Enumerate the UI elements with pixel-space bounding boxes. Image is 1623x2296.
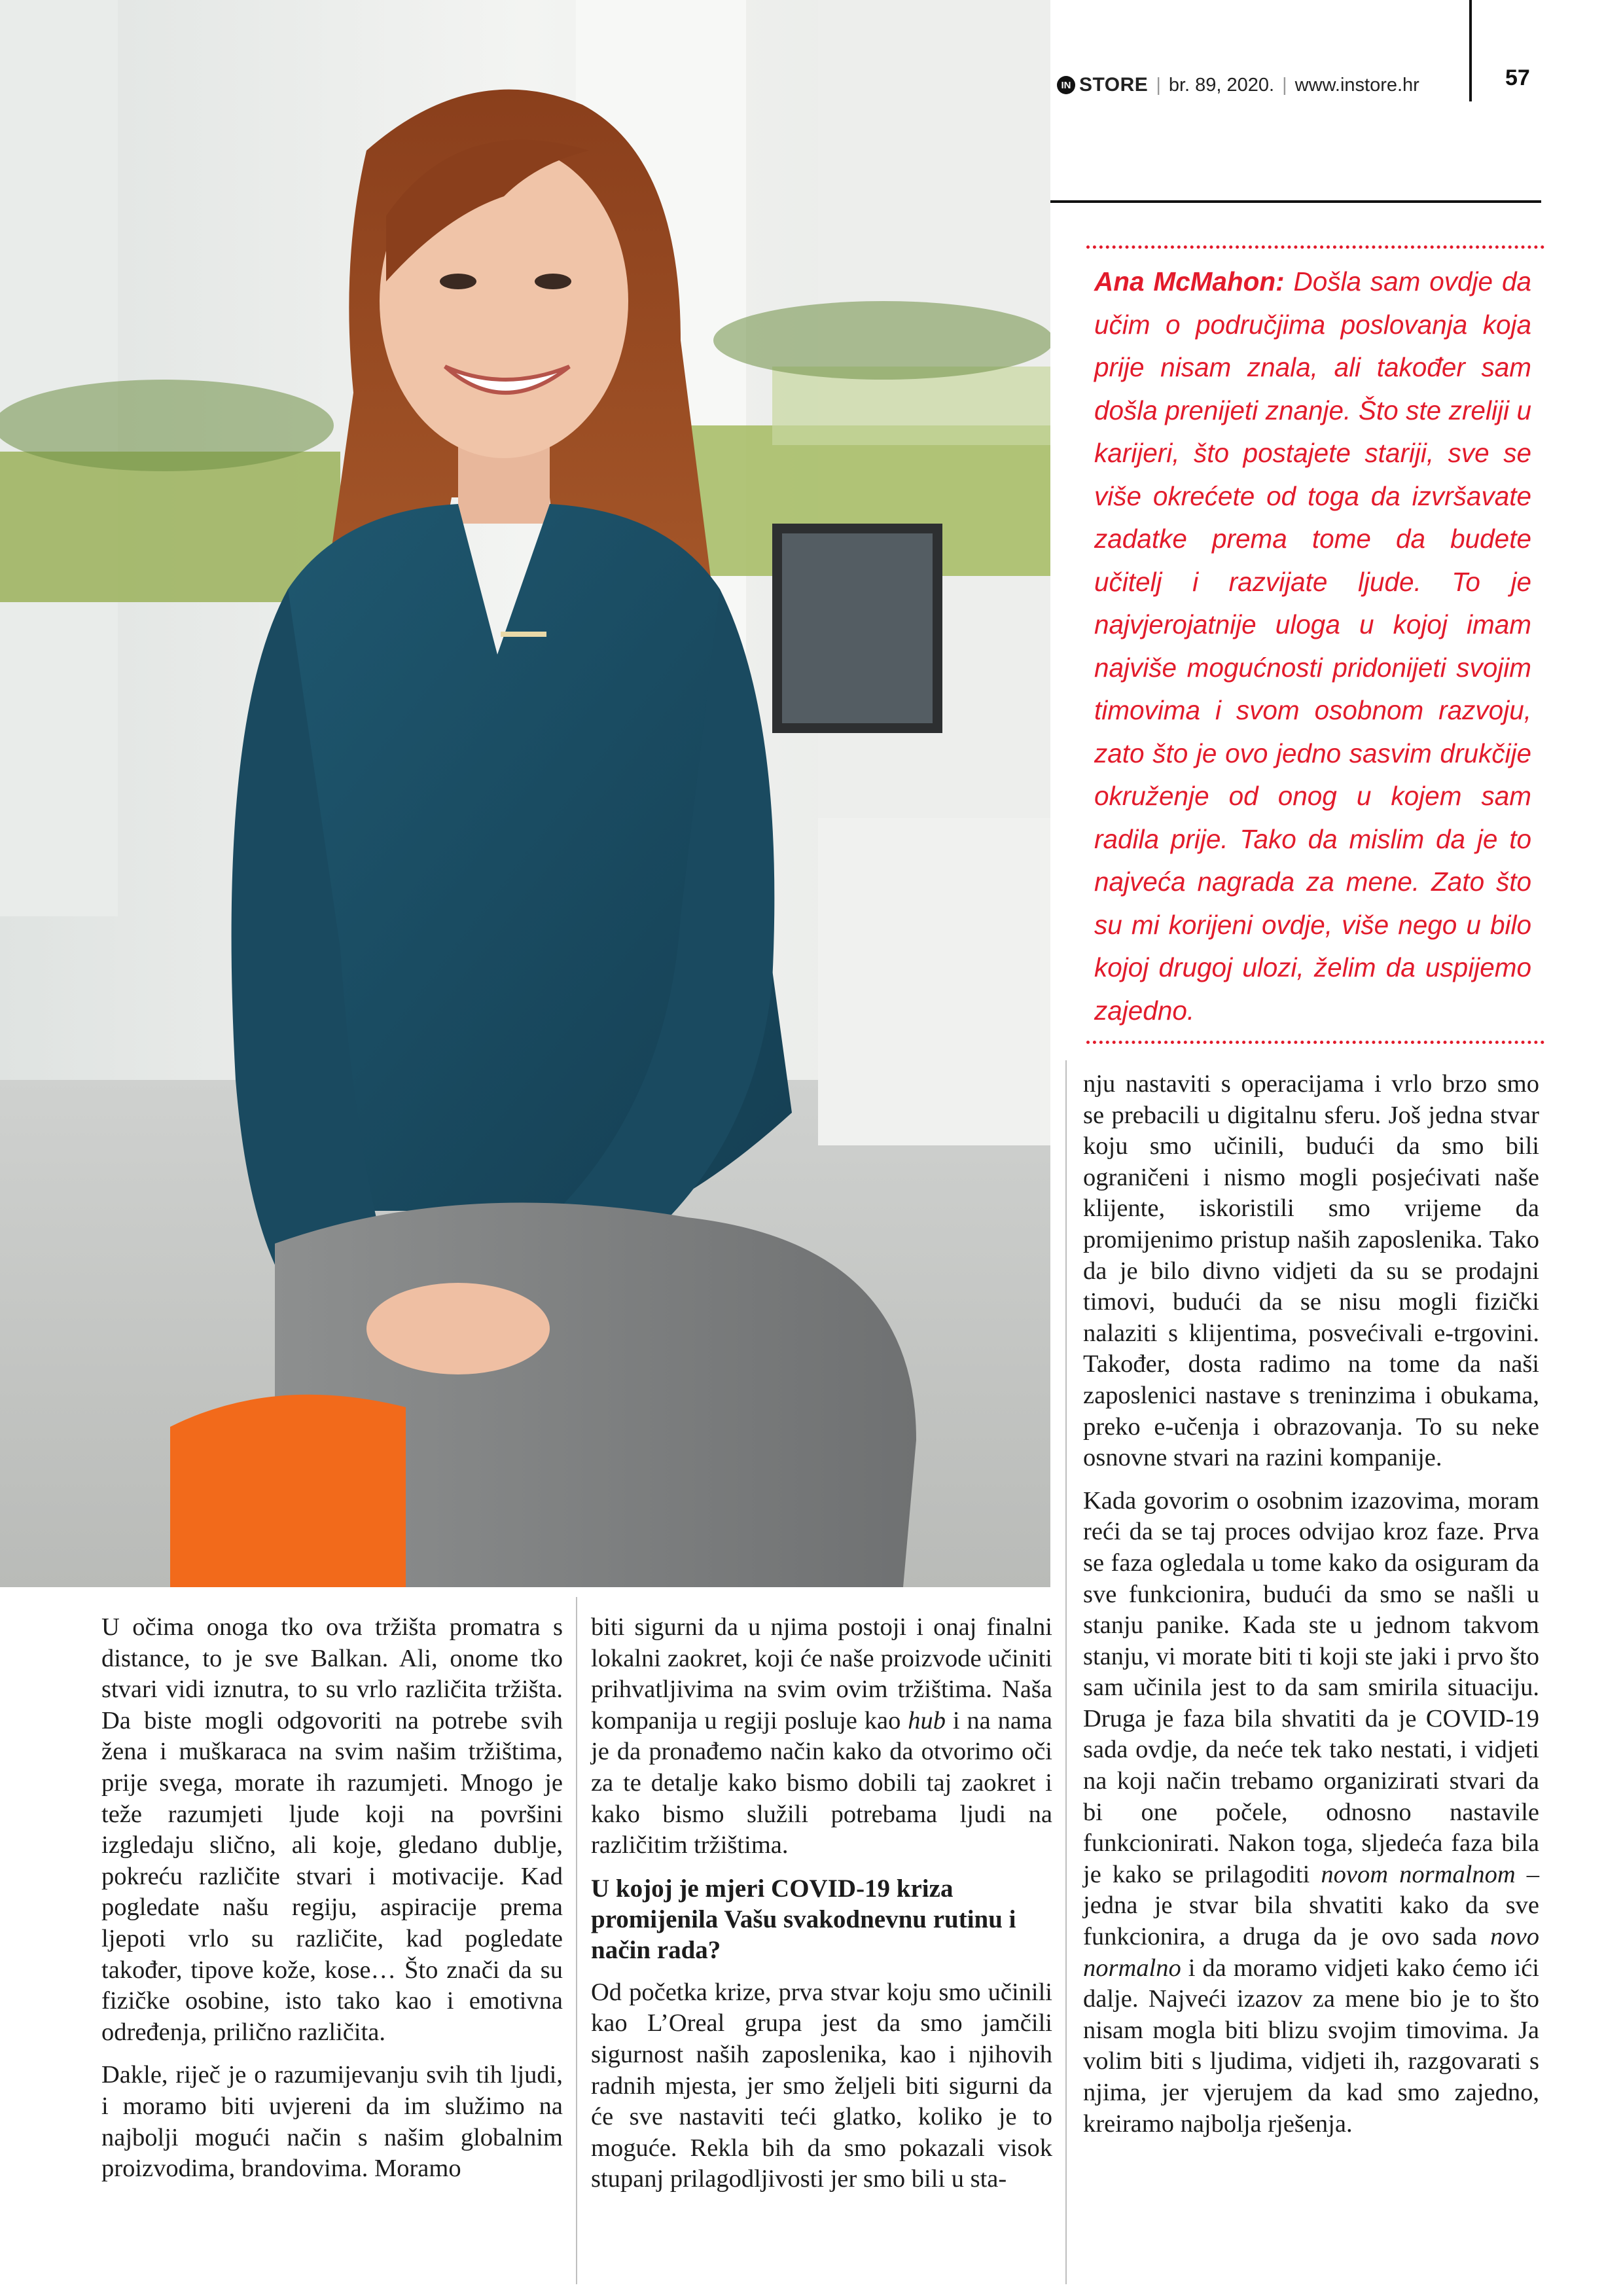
paragraph: U očima onoga tko ova tržišta promatra s distance, to je sve Balkan. Ali, onome tko stvari vidi iznutra, to su vrlo različita tržišta. Da biste mogli odgovoriti na potrebe svih žena i muškaraca na svim našim tržištima, prije svega, morate ih razumjeti. Mnogo je teže razumjeti ljude koji na površini izgledaju slično, ali koje, gledano dublje, pokreću različite stvari i motivacije. Kad pogledate našu regiju, aspiracije prema ljepoti vrlo su različite, kad pogledate također, tipove kože, kose… Što znači da su fizičke osobine, isto tako kao i emotivna određenja, prilično različita. xyxy=(101,1613,563,2046)
paragraph xyxy=(1083,1486,1539,2140)
paragraph: Od početka krize, prva stvar koju smo učinili kao L’Oreal grupa jest da smo jamčili sigurnost naših zaposlenika, kao i njihovih radnih mjesta, jer smo željeli biti sigurni da će sve nastaviti teći glatko, koliko je to moguće. Rekla bih da smo pokazali visok stupanj prilagodljivosti jer smo bili u sta- xyxy=(591,1978,1052,2193)
text-run: Kada govorim o osobnim izazovima, moram reći da se taj proces odvijao kroz faze. Prva se faza ogledala u tome kako da osiguram da sve funkcionira, budući da smo se našli u stanju panike. Kada ste u jednom takvom stanju, vi morate biti ti koji ste jaki i prvo što sam učinila jest to da sam smirila situaciju. Druga je faza bila shvatiti da je COVID-19 sada ovdje, da neće tek tako nestati, i vidjeti na koji način trebamo organizirati stvari da bi one počele, odnosno nastavile funkcionirati. Nakon toga, sljedeća faza bila je kako se prilagoditi xyxy=(1083,1486,1539,1888)
header-horizontal-rule xyxy=(1050,200,1541,203)
interview-question: U kojoj je mjeri COVID-19 kriza promijenila Vašu svakodnevnu rutinu i način rada? xyxy=(591,1874,1016,1964)
text-run: i na nama je da pronađemo način kako da otvorimo oči za te detalje kako bismo dobili taj zaokret i kako bismo služili potrebama ljudi na različitim tržištima. xyxy=(591,1706,1052,1859)
quote-speaker: Ana McMahon: xyxy=(1094,266,1285,296)
issue-number: br. 89, 2020. xyxy=(1168,74,1275,96)
text-run: – jedna je stvar bila shvatiti kako da sve funkcionira, a druga da je ovo sada xyxy=(1083,1860,1539,1951)
header-vertical-rule xyxy=(1469,0,1472,101)
body-column-2 xyxy=(591,1612,1052,2207)
italic-term: novo normalno xyxy=(1083,1923,1539,1982)
quote-text: Došla sam ovdje da učim o područjima poslovanja koja prije nisam znala, ali također sam došla prenijeti znanje. Što ste zreliji u karijeri, što postajete stariji, sve se više okrećete od toga da izvršavate zadatke prema tome da budete učitelj i razvijate ljude. To je najvjerojatnije uloga u kojoj imam najviše mogućnosti pridonijeti svojim timovima i svom osobnom razvoju, zato što je ovo jedno sasvim drukčije okruženje od onog u kojem sam radila prije. Tako da mislim da je to najveća nagrada za mene. Zato što su mi korijeni ovdje, više nego u bilo kojoj drugoj ulozi, želim da uspijemo zajedno. xyxy=(1094,266,1531,1026)
header-separator: | xyxy=(1156,74,1161,96)
pull-quote xyxy=(1094,260,1531,1032)
portrait-photo xyxy=(0,0,1050,1587)
column-divider xyxy=(576,1597,577,2284)
body-column-1 xyxy=(101,1612,563,2197)
in-store-logo-icon: IN xyxy=(1057,76,1075,94)
quote-dotted-rule-top xyxy=(1086,245,1544,249)
paragraph: nju nastaviti s operacijama i vrlo brzo smo se prebacili u digitalnu sferu. Još jedna stvar koju smo učinili, budući da smo bili ograničeni i nismo mogli posjećivati naše klijente, iskoristili smo vrijeme da promijenimo pristup naših zaposlenika. Tako da je bilo divno vidjeti da su se prodajni timovi, budući da se nisu mogli fizički nalaziti s klijentima, posvećivali e-trgovini. Također, dosta radimo na tome da naši zaposlenici nastave s treninzima i obukama, preko e-učenja i obrazovanja. To su neke osnovne stvari na razini kompanije. xyxy=(1083,1070,1539,1472)
magazine-brand: STORE xyxy=(1079,74,1149,96)
italic-term: hub xyxy=(908,1706,946,1734)
body-column-3 xyxy=(1083,1069,1539,2151)
page-number: 57 xyxy=(1505,65,1530,90)
quote-dotted-rule-bottom xyxy=(1086,1041,1544,1044)
text-run: i da moramo vidjeti kako ćemo ići dalje. Najveći izazov za mene bio je to što nisam mogla biti blizu svojim timovima. Ja volim biti s ljudima, vidjeti ih, razgovarati s njima, jer vjerujem da kad smo zajedno, kreiramo najbolja rješenja. xyxy=(1083,1954,1539,2138)
text-run: biti sigurni da u njima postoji i onaj finalni lokalni zaokret, koji će naše proizvode učiniti prihvatljivima na svim ovim tržištima. Naša kompanija u regiji posluje kao xyxy=(591,1613,1052,1734)
website-link[interactable]: www.instore.hr xyxy=(1294,74,1419,96)
portrait-illustration xyxy=(0,0,1050,1587)
column-divider xyxy=(1065,1060,1067,2284)
header-separator: | xyxy=(1282,74,1287,96)
italic-term: novom normalnom xyxy=(1321,1860,1516,1888)
paragraph xyxy=(591,1612,1052,1861)
paragraph: Dakle, riječ je o razumijevanju svih tih ljudi, i moramo biti uvjereni da im služimo na najbolji mogući način s našim globalnim proizvodima, brandovima. Moramo xyxy=(101,2061,563,2183)
